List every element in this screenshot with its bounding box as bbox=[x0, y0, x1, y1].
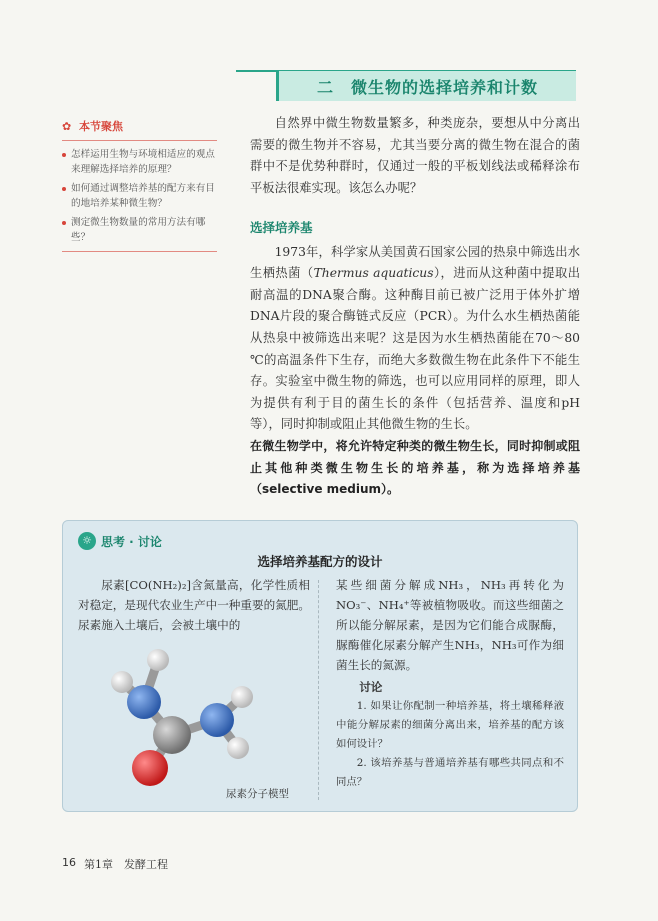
focus-item bbox=[62, 147, 217, 177]
discussion-badge bbox=[78, 532, 162, 550]
bullet-icon bbox=[62, 187, 66, 191]
hydrogen-atom bbox=[227, 737, 249, 759]
discussion-left-text: 尿素[CO(NH₂)₂]含氮量高，化学性质相对稳定，是现代农业生产中一种重要的氮肥。尿素施入土壤后，会被土壤中的 bbox=[78, 578, 310, 632]
page-footer bbox=[62, 856, 168, 872]
chapter-label: 第1章 发酵工程 bbox=[84, 858, 168, 871]
discussion-right-column bbox=[336, 575, 564, 792]
oxygen-atom bbox=[132, 750, 168, 786]
focus-heading-row bbox=[62, 118, 217, 134]
focus-item bbox=[62, 181, 217, 211]
focus-heading: 本节聚焦 bbox=[79, 120, 123, 133]
urea-molecule-model bbox=[92, 640, 262, 790]
para-text-b: ），进而从这种菌中提取出耐高温的DNA聚合酶。这种酶目前已被广泛用于体外扩增DNA片段的聚合酶链式反应（PCR）。为什么水生栖热菌能从热泉中被筛选出来呢？这是因为水生栖热菌能在70～80 ℃的高温条件下生存，而绝大多数微生物在此条件下不能生存。实验室中微生物的筛选，也可以应用同样的原理，即人为提供有利于目的菌生长的条件（包括营养、温度和pH等），同时抑制或阻止其他微生物的生长。 bbox=[250, 266, 580, 432]
focus-item bbox=[62, 215, 217, 245]
subsection-block bbox=[250, 217, 580, 501]
hydrogen-atom bbox=[111, 671, 133, 693]
discussion-question: 2. 该培养基与普通培养基有哪些共同点和不同点？ bbox=[336, 757, 564, 788]
focus-sidebar bbox=[62, 118, 217, 258]
discussion-questions-heading: 讨论 bbox=[359, 680, 383, 694]
molecule-caption: 尿素分子模型 bbox=[226, 788, 289, 800]
focus-item-text: 如何通过调整培养基的配方来有目的地培养某种微生物？ bbox=[71, 183, 215, 209]
nitrogen-atom bbox=[200, 703, 234, 737]
carbon-atom bbox=[153, 716, 191, 754]
section-title: 二 微生物的选择培养和计数 bbox=[316, 77, 538, 97]
bullet-icon bbox=[62, 153, 66, 157]
definition-paragraph: 在微生物学中，将允许特定种类的微生物生长，同时抑制或阻止其他种类微生物生长的培养基，称为选择培养基（selective medium）。 bbox=[250, 438, 580, 497]
discussion-left-column bbox=[78, 575, 310, 635]
discussion-title: 选择培养基配方的设计 bbox=[257, 554, 383, 569]
bullet-icon bbox=[62, 221, 66, 225]
species-name: Thermus aquaticus bbox=[313, 266, 434, 281]
section-header bbox=[276, 71, 576, 101]
discussion-right-text: 某些细菌分解成NH₃，NH₃再转化为NO₃⁻、NH₄⁺等被植物吸收。而这些细菌之所以能分解尿素，是因为它们能合成脲酶，脲酶催化尿素分解产生NH₃，NH₃可作为细菌生长的氮源。 bbox=[336, 578, 564, 672]
page-number: 16 bbox=[62, 856, 76, 869]
subsection-title: 选择培养基 bbox=[250, 220, 313, 235]
intro-paragraph: 自然界中微生物数量繁多，种类庞杂，要想从中分离出需要的微生物并不容易，尤其当要分离的微生物在混合的菌群中不是优势种群时，仅通过一般的平板划线法或稀释涂布平板法很难实现。该怎么办呢？ bbox=[250, 116, 580, 195]
flower-icon: ✿ bbox=[62, 119, 72, 133]
lightbulb-icon: ☼ bbox=[78, 532, 96, 550]
focus-rule-top bbox=[62, 140, 217, 141]
para-text-a: 1973年，科学家从美国黄石国家公园的热泉中筛选出水生栖热菌（ bbox=[250, 244, 580, 281]
focus-item-text: 怎样运用生物与环境相适应的观点来理解选择培养的原理？ bbox=[71, 149, 215, 175]
discussion-badge-label: 思考 · 讨论 bbox=[101, 534, 162, 549]
discussion-question: 1. 如果让你配制一种培养基，将土壤稀释液中能分解尿素的细菌分离出来，培养基的配方该如何设计？ bbox=[336, 700, 564, 750]
hydrogen-atom bbox=[231, 686, 253, 708]
subsection-paragraph bbox=[250, 242, 580, 436]
focus-item-text: 测定微生物数量的常用方法有哪些？ bbox=[71, 217, 206, 243]
intro-block bbox=[250, 113, 580, 199]
column-divider bbox=[318, 580, 319, 800]
nitrogen-atom bbox=[127, 685, 161, 719]
hydrogen-atom bbox=[147, 649, 169, 671]
focus-rule-bottom bbox=[62, 251, 217, 252]
